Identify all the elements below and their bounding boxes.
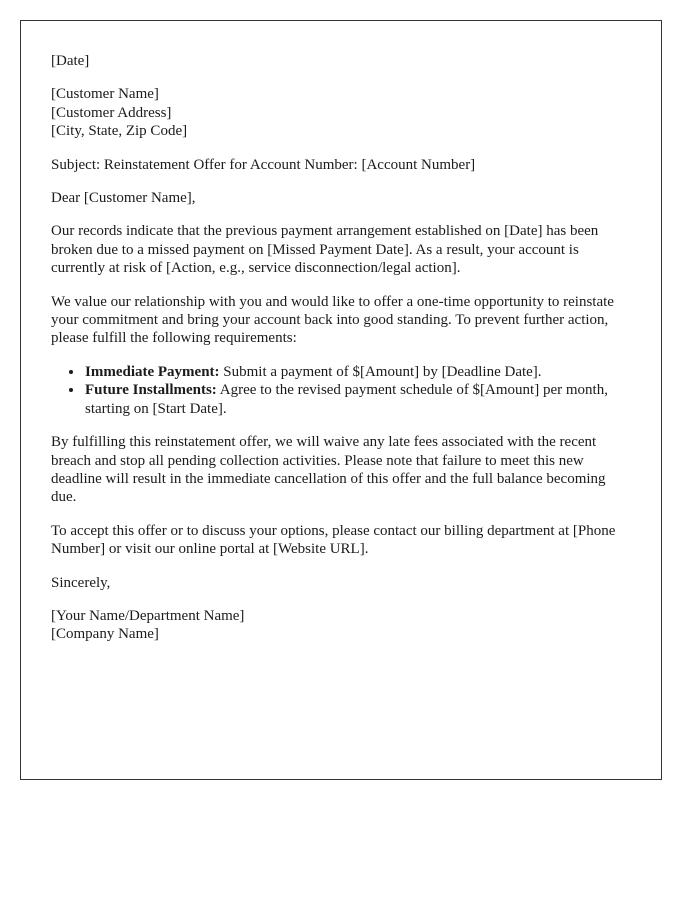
requirement-future-installments [84, 381, 633, 418]
paragraph-offer-intro: We value our relationship with you and would like to offer a one-time opportunity to reinstate your commitment and bring your account back into good standing. To prevent further action, please fulfill the following requirements: [51, 293, 614, 347]
recipient-city-state-zip: [City, State, Zip Code] [51, 123, 188, 140]
recipient-address: [Customer Address] [51, 104, 172, 121]
subject-line: Subject: Reinstatement Offer for Account Number: [Account Number] [51, 156, 476, 173]
paragraph-records-notice: Our records indicate that the previous payment arrangement established on [Date] has been broken due to a missed payment on [Missed Payment Date]. As a result, your account is currently at risk of [Action, e.g., service disconnection/legal action]. [51, 223, 599, 277]
letter-frame [20, 20, 662, 780]
signature-name: [Your Name/Department Name] [51, 607, 245, 624]
requirement-immediate-payment [84, 363, 633, 381]
paragraph-waiver-terms: By fulfilling this reinstatement offer, we will waive any late fees associated with the recent breach and stop all pending collection activities. Please note that failure to meet this new deadline will result in the immediate cancellation of this offer and the full balance becoming due. [51, 434, 606, 506]
requirement-label: Future Installments: [85, 382, 217, 399]
requirements-list [51, 363, 633, 418]
closing: Sincerely, [51, 574, 111, 591]
salutation: Dear [Customer Name], [51, 190, 196, 207]
requirement-text: Agree to the revised payment schedule of $[Amount] per month, starting on [Start Date]. [85, 382, 608, 417]
requirement-label: Immediate Payment: [85, 363, 220, 380]
recipient-block [51, 85, 633, 140]
date-placeholder: [Date] [51, 53, 90, 69]
signature-company: [Company Name] [51, 626, 159, 643]
requirement-text: Submit a payment of $[Amount] by [Deadline Date]. [219, 363, 542, 380]
recipient-name: [Customer Name] [51, 86, 159, 103]
paragraph-contact-info: To accept this offer or to discuss your options, please contact our billing department at [Phone Number] or visit our online portal at [Website URL]. [51, 522, 616, 558]
signature-block [51, 607, 633, 644]
